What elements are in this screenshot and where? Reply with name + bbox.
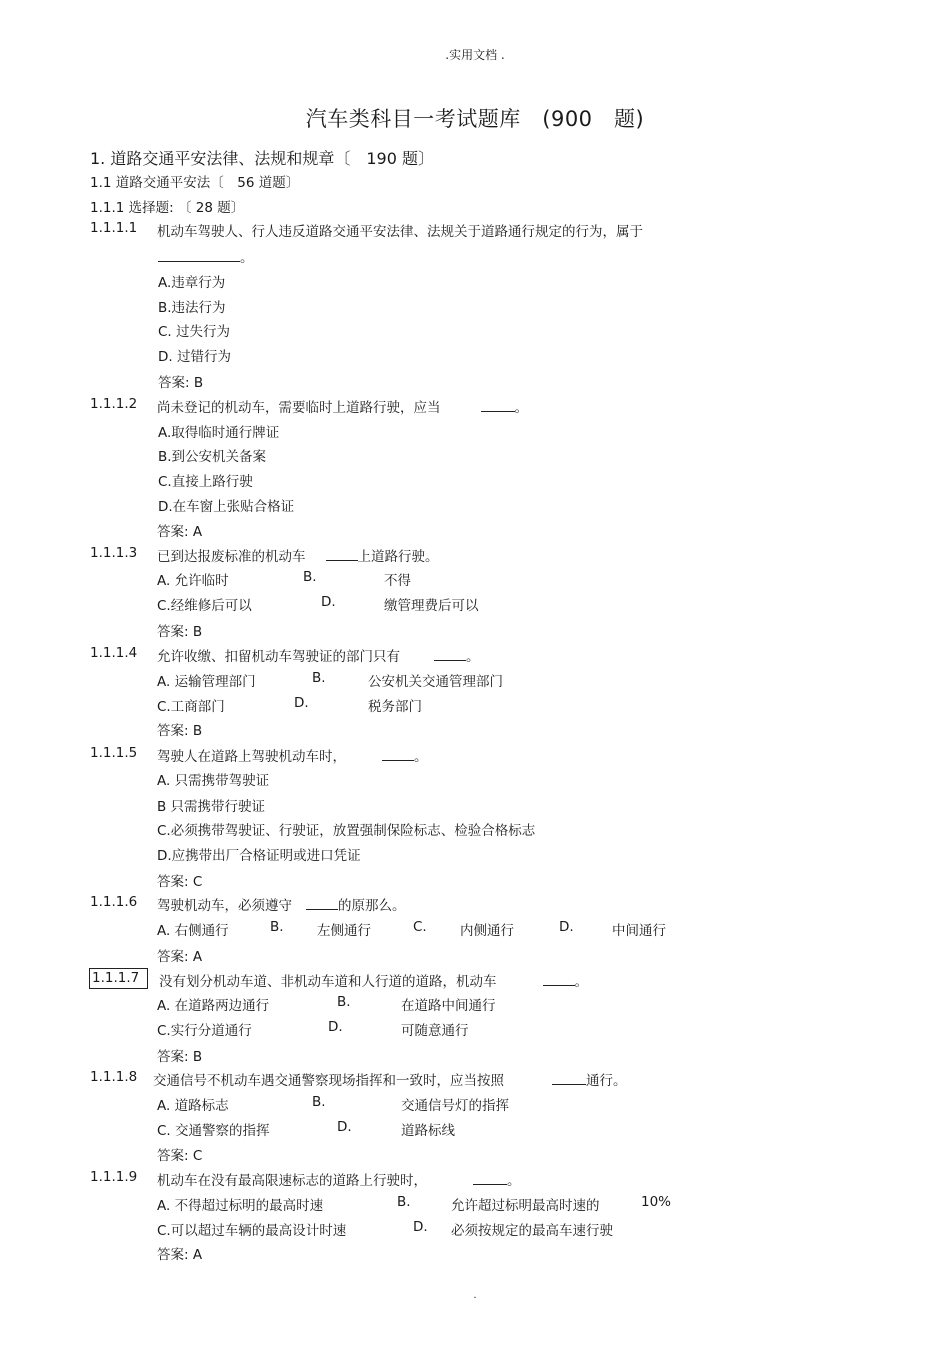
answer-line: 答案: C <box>157 874 203 890</box>
option-d-text: 缴管理费后可以 <box>384 598 479 614</box>
option-b-letter: B. <box>312 1094 326 1110</box>
section-heading-1-1-1: 1.1.1 选择题: 〔 28 题〕 <box>90 200 245 216</box>
answer-line: 答案: B <box>158 375 204 391</box>
answer-blank <box>473 1171 507 1185</box>
option-b-text: 不得 <box>384 573 411 589</box>
option-c: C. 过失行为 <box>158 324 231 340</box>
question-stem-end: 。 <box>507 1173 521 1189</box>
question-stem-end: 通行。 <box>586 1073 627 1089</box>
option-d-letter: D. <box>337 1119 352 1135</box>
option-b: B.违法行为 <box>158 300 226 316</box>
option-c: C.实行分道通行 <box>157 1023 252 1039</box>
option-a: A. 不得超过标明的最高时速 <box>157 1198 324 1214</box>
option-b-text: 允许超过标明最高时速的 <box>451 1198 600 1214</box>
option-d-text: 中间通行 <box>612 923 666 939</box>
page-header: .实用文档 . <box>445 48 505 62</box>
question-stem-end: 。 <box>466 649 480 665</box>
option-c: C.经维修后可以 <box>157 598 252 614</box>
question-stem-wrap <box>157 1169 521 1189</box>
question-number: 1.1.1.6 <box>90 894 138 910</box>
option-b-letter: B. <box>303 569 317 585</box>
question-stem: 机动车驾驶人、行人违反道路交通平安法律、法规关于道路通行规定的行为，属于 <box>157 224 643 240</box>
page-footer: . <box>473 1290 477 1301</box>
option-a: A.取得临时通行牌证 <box>158 425 280 441</box>
document-title: 汽车类科目一考试题库 (900 题) <box>305 107 645 131</box>
answer-blank <box>481 398 515 412</box>
question-stem-wrap <box>153 1069 627 1089</box>
option-d-letter: D. <box>559 919 574 935</box>
answer-blank <box>552 1071 586 1085</box>
option-b-percent: 10% <box>641 1194 672 1210</box>
question-number: 1.1.1.9 <box>90 1169 138 1185</box>
section-heading-1-1: 1.1 道路交通平安法〔 56 道题〕 <box>90 175 300 191</box>
question-stem-wrap <box>157 894 406 914</box>
option-c: C.工商部门 <box>157 699 225 715</box>
option-b-text: 左侧通行 <box>317 923 371 939</box>
option-b: B 只需携带行驶证 <box>157 799 266 815</box>
option-b-text: 在道路中间通行 <box>401 998 496 1014</box>
answer-blank <box>543 972 575 986</box>
option-b-letter: B. <box>270 919 284 935</box>
option-a: A. 允许临时 <box>157 573 229 589</box>
option-d-letter: D. <box>328 1019 343 1035</box>
answer-line: 答案: A <box>157 949 203 965</box>
question-number-boxed: 1.1.1.7 <box>89 968 148 989</box>
option-b-text: 交通信号灯的指挥 <box>401 1098 509 1114</box>
option-a: A. 在道路两边通行 <box>157 998 270 1014</box>
answer-blank <box>326 547 358 561</box>
question-number: 1.1.1.5 <box>90 745 138 761</box>
answer-line: 答案: B <box>157 723 203 739</box>
question-number: 1.1.1.8 <box>90 1069 138 1085</box>
option-c: C. 交通警察的指挥 <box>157 1123 270 1139</box>
question-stem: 机动车在没有最高限速标志的道路上行驶时， <box>157 1173 427 1189</box>
option-b-letter: B. <box>337 994 351 1010</box>
option-a: A. 运输管理部门 <box>157 674 256 690</box>
question-stem: 已到达报废标准的机动车 <box>157 549 306 565</box>
option-c: C.必须携带驾驶证、行驶证，放置强制保险标志、检验合格标志 <box>157 823 536 839</box>
question-stem: 驾驶人在道路上驾驶机动车时， <box>157 749 346 765</box>
question-stem: 尚未登记的机动车，需要临时上道路行驶，应当 <box>157 400 441 416</box>
option-b-letter: B. <box>312 670 326 686</box>
option-d-text: 税务部门 <box>368 699 422 715</box>
question-number: 1.1.1.4 <box>90 645 138 661</box>
question-stem-wrap <box>159 970 588 990</box>
question-stem-end: 的原那么。 <box>338 898 406 914</box>
option-d-text: 道路标线 <box>401 1123 455 1139</box>
question-stem: 驾驶机动车，必须遵守 <box>157 898 292 914</box>
option-d-letter: D. <box>413 1219 428 1235</box>
section-heading-1: 1. 道路交通平安法律、法规和规章〔 190 题〕 <box>90 149 434 168</box>
answer-line: 答案: B <box>157 1049 203 1065</box>
question-stem-end: 。 <box>514 400 528 416</box>
option-a: A. 只需携带驾驶证 <box>157 773 270 789</box>
question-number: 1.1.1.2 <box>90 396 138 412</box>
question-stem-end: 上道路行驶。 <box>357 549 439 565</box>
option-d: D.应携带出厂合格证明或进口凭证 <box>157 848 361 864</box>
option-a: A. 道路标志 <box>157 1098 229 1114</box>
option-c: C.可以超过车辆的最高设计时速 <box>157 1223 347 1239</box>
answer-blank <box>434 647 466 661</box>
question-number: 1.1.1.3 <box>90 545 138 561</box>
option-c-letter: C. <box>413 919 427 935</box>
question-stem: 允许收缴、扣留机动车驾驶证的部门只有 <box>157 649 400 665</box>
option-c: C.直接上路行驶 <box>158 474 253 490</box>
option-d-letter: D. <box>321 594 336 610</box>
option-d-text: 必须按规定的最高车速行驶 <box>451 1223 613 1239</box>
answer-line: 答案: A <box>157 1247 203 1263</box>
option-a: A. 右侧通行 <box>157 923 229 939</box>
answer-line: 答案: C <box>157 1148 203 1164</box>
question-stem-wrap <box>157 396 528 416</box>
option-b-text: 公安机关交通管理部门 <box>368 674 503 690</box>
question-stem-end: 。 <box>414 749 428 765</box>
answer-line: 答案: A <box>157 524 203 540</box>
question-stem-continuation <box>158 246 254 266</box>
question-stem-wrap <box>157 645 480 665</box>
option-c-text: 内侧通行 <box>460 923 514 939</box>
question-stem-end: 。 <box>240 250 254 266</box>
option-d: D. 过错行为 <box>158 349 231 365</box>
answer-blank <box>382 747 414 761</box>
option-b-letter: B. <box>397 1194 411 1210</box>
question-stem: 没有划分机动车道、非机动车道和人行道的道路，机动车 <box>159 974 497 990</box>
option-d-letter: D. <box>294 695 309 711</box>
question-stem: 交通信号不机动车遇交通警察现场指挥和一致时，应当按照 <box>153 1073 504 1089</box>
answer-blank <box>306 896 338 910</box>
option-d: D.在车窗上张贴合格证 <box>158 499 295 515</box>
option-a: A.违章行为 <box>158 275 226 291</box>
question-stem-wrap <box>157 545 439 565</box>
answer-blank <box>158 248 240 262</box>
answer-line: 答案: B <box>157 624 203 640</box>
option-d-text: 可随意通行 <box>401 1023 469 1039</box>
question-stem-wrap <box>157 745 428 765</box>
question-number: 1.1.1.1 <box>90 220 138 236</box>
question-stem-end: 。 <box>574 974 588 990</box>
option-b: B.到公安机关备案 <box>158 449 267 465</box>
